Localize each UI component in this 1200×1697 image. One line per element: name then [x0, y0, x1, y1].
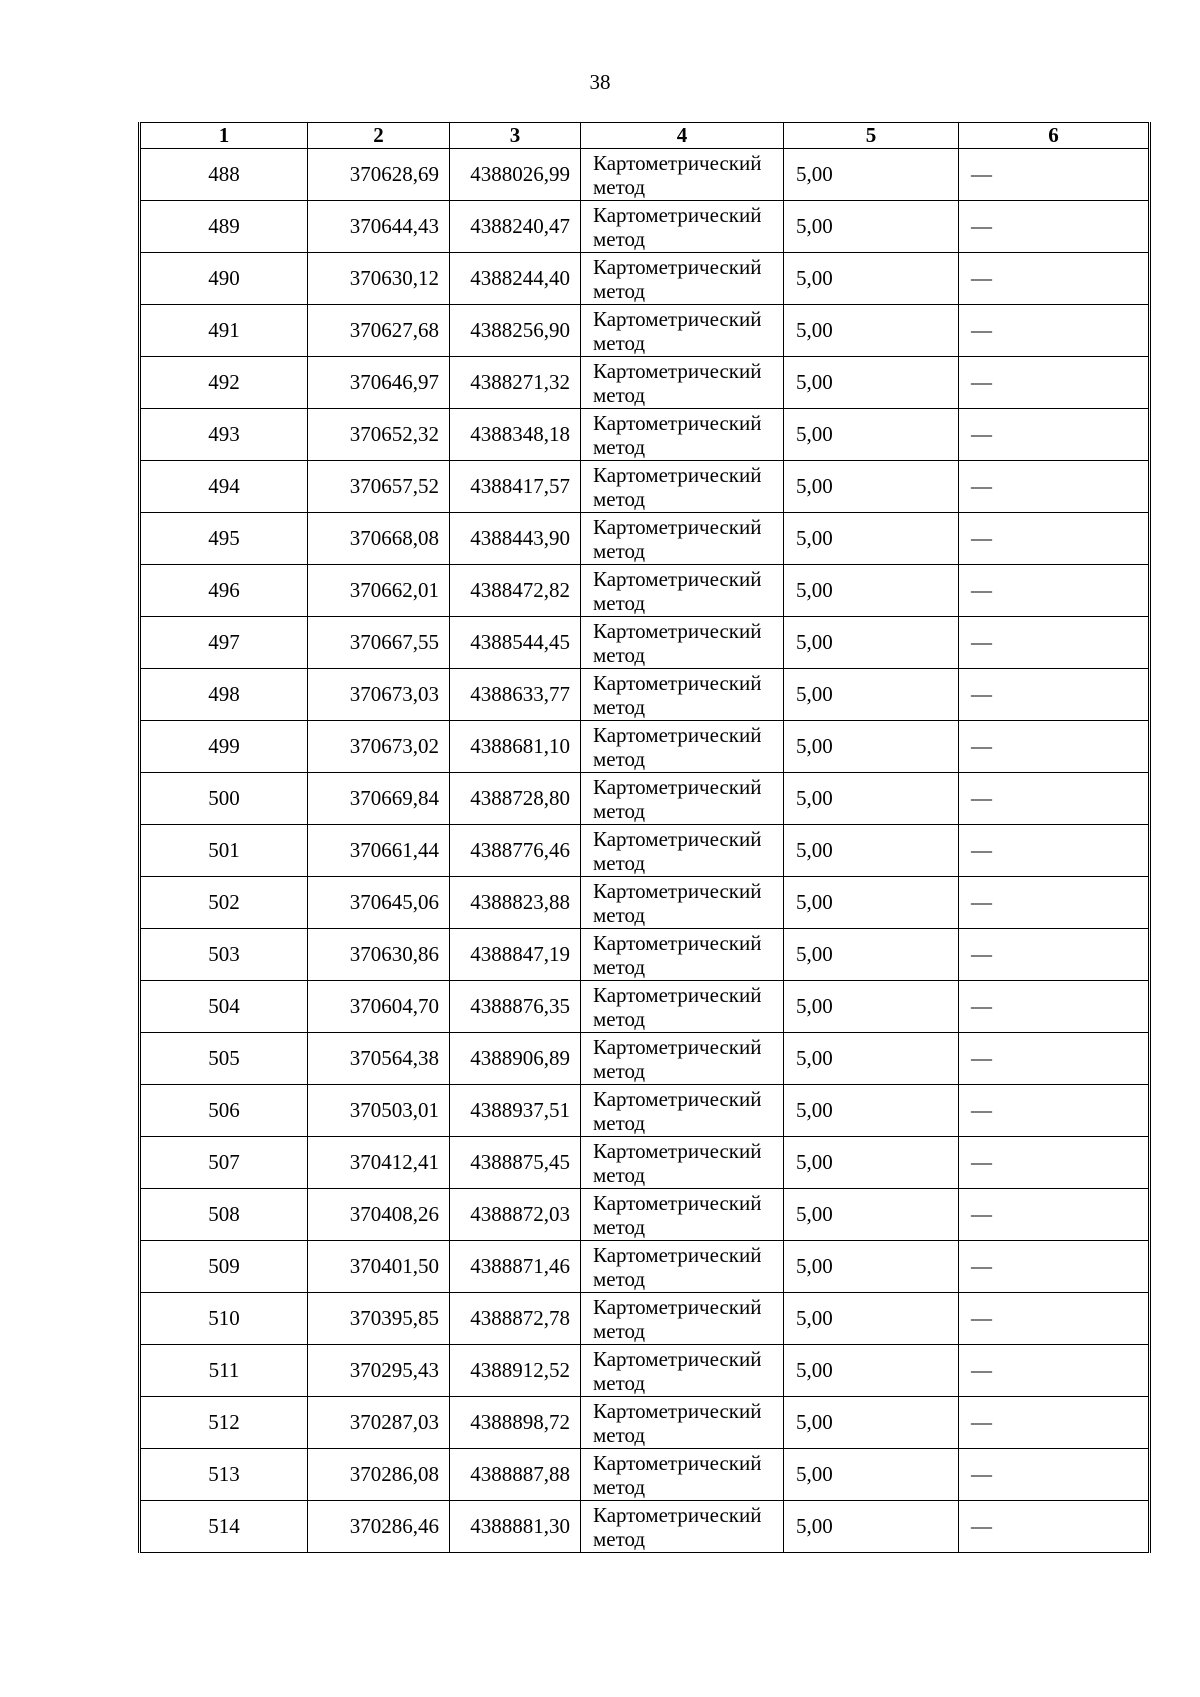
y-coordinate-cell: 4388906,89: [450, 1033, 581, 1085]
table-row: [140, 1293, 1150, 1345]
y-coordinate-cell: 4388417,57: [450, 461, 581, 513]
y-coordinate-cell: 4388544,45: [450, 617, 581, 669]
point-number-cell: 498: [140, 669, 308, 721]
note-cell: —: [959, 617, 1150, 669]
y-coordinate-cell: 4388881,30: [450, 1501, 581, 1553]
coordinates-table-wrapper: [138, 122, 1148, 1553]
method-line-1: Картометрический: [593, 254, 762, 279]
y-coordinate-cell: 4388244,40: [450, 253, 581, 305]
table-row: [140, 1033, 1150, 1085]
y-coordinate-cell: 4388912,52: [450, 1345, 581, 1397]
y-coordinate-cell: 4388472,82: [450, 565, 581, 617]
point-number-cell: 502: [140, 877, 308, 929]
method-line-2: метод: [593, 850, 646, 875]
accuracy-cell: 5,00: [784, 305, 959, 357]
accuracy-cell: 5,00: [784, 1189, 959, 1241]
method-line-2: метод: [593, 434, 646, 459]
table-row: [140, 565, 1150, 617]
method-cell: [581, 305, 784, 357]
accuracy-cell: 5,00: [784, 461, 959, 513]
point-number-cell: 497: [140, 617, 308, 669]
table-row: [140, 877, 1150, 929]
method-line-2: метод: [593, 174, 646, 199]
accuracy-cell: 5,00: [784, 773, 959, 825]
point-number-cell: 514: [140, 1501, 308, 1553]
point-number-cell: 495: [140, 513, 308, 565]
table-body: [140, 149, 1150, 1553]
accuracy-cell: 5,00: [784, 513, 959, 565]
y-coordinate-cell: 4388776,46: [450, 825, 581, 877]
method-line-2: метод: [593, 1370, 646, 1395]
method-cell: [581, 721, 784, 773]
method-line-1: Картометрический: [593, 1294, 762, 1319]
y-coordinate-cell: 4388443,90: [450, 513, 581, 565]
x-coordinate-cell: 370287,03: [308, 1397, 450, 1449]
y-coordinate-cell: 4388872,78: [450, 1293, 581, 1345]
method-line-2: метод: [593, 486, 646, 511]
point-number-cell: 503: [140, 929, 308, 981]
point-number-cell: 494: [140, 461, 308, 513]
method-line-2: метод: [593, 1266, 646, 1291]
method-line-1: Картометрический: [593, 618, 762, 643]
note-cell: —: [959, 1033, 1150, 1085]
method-cell: [581, 201, 784, 253]
method-line-1: Картометрический: [593, 306, 762, 331]
note-cell: —: [959, 1137, 1150, 1189]
table-row: [140, 409, 1150, 461]
x-coordinate-cell: 370412,41: [308, 1137, 450, 1189]
y-coordinate-cell: 4388898,72: [450, 1397, 581, 1449]
note-cell: —: [959, 1085, 1150, 1137]
page-number: 38: [589, 70, 611, 94]
accuracy-cell: 5,00: [784, 1033, 959, 1085]
method-line-1: Картометрический: [593, 826, 762, 851]
table-row: [140, 357, 1150, 409]
note-cell: —: [959, 461, 1150, 513]
method-cell: [581, 877, 784, 929]
method-cell: [581, 1397, 784, 1449]
method-line-1: Картометрический: [593, 150, 762, 175]
note-cell: —: [959, 877, 1150, 929]
method-line-2: метод: [593, 1318, 646, 1343]
method-line-1: Картометрический: [593, 1242, 762, 1267]
method-line-1: Картометрический: [593, 1190, 762, 1215]
note-cell: —: [959, 1397, 1150, 1449]
point-number-cell: 504: [140, 981, 308, 1033]
point-number-cell: 493: [140, 409, 308, 461]
point-number-cell: 500: [140, 773, 308, 825]
point-number-cell: 513: [140, 1449, 308, 1501]
x-coordinate-cell: 370652,32: [308, 409, 450, 461]
method-cell: [581, 825, 784, 877]
method-cell: [581, 1085, 784, 1137]
method-cell: [581, 773, 784, 825]
x-coordinate-cell: 370630,12: [308, 253, 450, 305]
point-number-cell: 509: [140, 1241, 308, 1293]
y-coordinate-cell: 4388728,80: [450, 773, 581, 825]
x-coordinate-cell: 370408,26: [308, 1189, 450, 1241]
accuracy-cell: 5,00: [784, 1345, 959, 1397]
note-cell: —: [959, 721, 1150, 773]
x-coordinate-cell: 370503,01: [308, 1085, 450, 1137]
method-cell: [581, 461, 784, 513]
point-number-cell: 507: [140, 1137, 308, 1189]
x-coordinate-cell: 370395,85: [308, 1293, 450, 1345]
x-coordinate-cell: 370668,08: [308, 513, 450, 565]
method-line-2: метод: [593, 1474, 646, 1499]
accuracy-cell: 5,00: [784, 1449, 959, 1501]
x-coordinate-cell: 370564,38: [308, 1033, 450, 1085]
method-line-1: Картометрический: [593, 1398, 762, 1423]
method-cell: [581, 1345, 784, 1397]
table-row: [140, 1397, 1150, 1449]
table-row: [140, 773, 1150, 825]
method-line-1: Картометрический: [593, 462, 762, 487]
method-line-2: метод: [593, 954, 646, 979]
y-coordinate-cell: 4388633,77: [450, 669, 581, 721]
table-row: [140, 1449, 1150, 1501]
method-cell: [581, 253, 784, 305]
table-row: [140, 1501, 1150, 1553]
point-number-cell: 511: [140, 1345, 308, 1397]
y-coordinate-cell: 4388875,45: [450, 1137, 581, 1189]
x-coordinate-cell: 370657,52: [308, 461, 450, 513]
note-cell: —: [959, 513, 1150, 565]
y-coordinate-cell: 4388876,35: [450, 981, 581, 1033]
method-cell: [581, 617, 784, 669]
method-line-2: метод: [593, 590, 646, 615]
point-number-cell: 512: [140, 1397, 308, 1449]
method-cell: [581, 929, 784, 981]
x-coordinate-cell: 370669,84: [308, 773, 450, 825]
table-row: [140, 929, 1150, 981]
method-line-2: метод: [593, 226, 646, 251]
method-line-1: Картометрический: [593, 930, 762, 955]
method-line-2: метод: [593, 1110, 646, 1135]
method-line-2: метод: [593, 1162, 646, 1187]
point-number-cell: 501: [140, 825, 308, 877]
method-cell: [581, 1293, 784, 1345]
method-cell: [581, 1241, 784, 1293]
accuracy-cell: 5,00: [784, 877, 959, 929]
y-coordinate-cell: 4388348,18: [450, 409, 581, 461]
note-cell: —: [959, 981, 1150, 1033]
method-line-2: метод: [593, 1526, 646, 1551]
point-number-cell: 510: [140, 1293, 308, 1345]
note-cell: —: [959, 825, 1150, 877]
method-line-1: Картометрический: [593, 1450, 762, 1475]
accuracy-cell: 5,00: [784, 565, 959, 617]
table-row: [140, 1085, 1150, 1137]
table-row: [140, 1241, 1150, 1293]
method-line-2: метод: [593, 694, 646, 719]
accuracy-cell: 5,00: [784, 253, 959, 305]
note-cell: —: [959, 253, 1150, 305]
point-number-cell: 506: [140, 1085, 308, 1137]
method-line-1: Картометрический: [593, 358, 762, 383]
y-coordinate-cell: 4388887,88: [450, 1449, 581, 1501]
method-cell: [581, 1033, 784, 1085]
note-cell: —: [959, 1189, 1150, 1241]
note-cell: —: [959, 409, 1150, 461]
method-line-2: метод: [593, 1006, 646, 1031]
method-line-2: метод: [593, 746, 646, 771]
method-line-1: Картометрический: [593, 1502, 762, 1527]
table-row: [140, 825, 1150, 877]
y-coordinate-cell: 4388681,10: [450, 721, 581, 773]
accuracy-cell: 5,00: [784, 825, 959, 877]
method-cell: [581, 565, 784, 617]
note-cell: —: [959, 305, 1150, 357]
x-coordinate-cell: 370286,46: [308, 1501, 450, 1553]
x-coordinate-cell: 370673,02: [308, 721, 450, 773]
accuracy-cell: 5,00: [784, 617, 959, 669]
x-coordinate-cell: 370661,44: [308, 825, 450, 877]
point-number-cell: 489: [140, 201, 308, 253]
accuracy-cell: 5,00: [784, 669, 959, 721]
y-coordinate-cell: 4388871,46: [450, 1241, 581, 1293]
column-header-4: 4: [581, 123, 784, 149]
accuracy-cell: 5,00: [784, 357, 959, 409]
table-row: [140, 253, 1150, 305]
method-cell: [581, 357, 784, 409]
note-cell: —: [959, 929, 1150, 981]
method-line-2: метод: [593, 330, 646, 355]
accuracy-cell: 5,00: [784, 1293, 959, 1345]
note-cell: —: [959, 1345, 1150, 1397]
x-coordinate-cell: 370401,50: [308, 1241, 450, 1293]
method-cell: [581, 1189, 784, 1241]
accuracy-cell: 5,00: [784, 1085, 959, 1137]
table-row: [140, 981, 1150, 1033]
method-line-1: Картометрический: [593, 202, 762, 227]
method-line-1: Картометрический: [593, 774, 762, 799]
accuracy-cell: 5,00: [784, 409, 959, 461]
note-cell: —: [959, 1449, 1150, 1501]
column-header-2: 2: [308, 123, 450, 149]
accuracy-cell: 5,00: [784, 1501, 959, 1553]
x-coordinate-cell: 370295,43: [308, 1345, 450, 1397]
note-cell: —: [959, 1241, 1150, 1293]
note-cell: —: [959, 565, 1150, 617]
method-line-2: метод: [593, 382, 646, 407]
table-header-row: [140, 123, 1150, 149]
x-coordinate-cell: 370673,03: [308, 669, 450, 721]
method-line-1: Картометрический: [593, 410, 762, 435]
table-row: [140, 721, 1150, 773]
y-coordinate-cell: 4388026,99: [450, 149, 581, 201]
note-cell: —: [959, 773, 1150, 825]
method-cell: [581, 1137, 784, 1189]
table-row: [140, 149, 1150, 201]
point-number-cell: 499: [140, 721, 308, 773]
x-coordinate-cell: 370644,43: [308, 201, 450, 253]
method-line-2: метод: [593, 902, 646, 927]
method-line-2: метод: [593, 538, 646, 563]
note-cell: —: [959, 149, 1150, 201]
point-number-cell: 492: [140, 357, 308, 409]
method-cell: [581, 981, 784, 1033]
accuracy-cell: 5,00: [784, 981, 959, 1033]
x-coordinate-cell: 370662,01: [308, 565, 450, 617]
x-coordinate-cell: 370286,08: [308, 1449, 450, 1501]
coordinates-table: [138, 122, 1151, 1553]
method-cell: [581, 1449, 784, 1501]
method-cell: [581, 513, 784, 565]
accuracy-cell: 5,00: [784, 929, 959, 981]
method-line-1: Картометрический: [593, 1086, 762, 1111]
note-cell: —: [959, 669, 1150, 721]
method-line-2: метод: [593, 278, 646, 303]
x-coordinate-cell: 370646,97: [308, 357, 450, 409]
y-coordinate-cell: 4388271,32: [450, 357, 581, 409]
method-line-2: метод: [593, 1214, 646, 1239]
table-row: [140, 305, 1150, 357]
table-row: [140, 201, 1150, 253]
note-cell: —: [959, 1293, 1150, 1345]
x-coordinate-cell: 370667,55: [308, 617, 450, 669]
y-coordinate-cell: 4388847,19: [450, 929, 581, 981]
y-coordinate-cell: 4388823,88: [450, 877, 581, 929]
method-line-2: метод: [593, 1058, 646, 1083]
method-cell: [581, 409, 784, 461]
method-line-1: Картометрический: [593, 1138, 762, 1163]
method-cell: [581, 669, 784, 721]
y-coordinate-cell: 4388937,51: [450, 1085, 581, 1137]
method-line-1: Картометрический: [593, 722, 762, 747]
y-coordinate-cell: 4388240,47: [450, 201, 581, 253]
table-row: [140, 669, 1150, 721]
table-row: [140, 513, 1150, 565]
method-line-1: Картометрический: [593, 1346, 762, 1371]
method-line-2: метод: [593, 1422, 646, 1447]
accuracy-cell: 5,00: [784, 201, 959, 253]
column-header-3: 3: [450, 123, 581, 149]
table-row: [140, 1189, 1150, 1241]
accuracy-cell: 5,00: [784, 149, 959, 201]
accuracy-cell: 5,00: [784, 1137, 959, 1189]
method-line-1: Картометрический: [593, 514, 762, 539]
point-number-cell: 505: [140, 1033, 308, 1085]
x-coordinate-cell: 370627,68: [308, 305, 450, 357]
x-coordinate-cell: 370628,69: [308, 149, 450, 201]
point-number-cell: 496: [140, 565, 308, 617]
column-header-5: 5: [784, 123, 959, 149]
method-line-1: Картометрический: [593, 982, 762, 1007]
point-number-cell: 508: [140, 1189, 308, 1241]
column-header-1: 1: [140, 123, 308, 149]
x-coordinate-cell: 370630,86: [308, 929, 450, 981]
method-line-1: Картометрический: [593, 1034, 762, 1059]
point-number-cell: 490: [140, 253, 308, 305]
method-cell: [581, 1501, 784, 1553]
accuracy-cell: 5,00: [784, 721, 959, 773]
method-cell: [581, 149, 784, 201]
x-coordinate-cell: 370604,70: [308, 981, 450, 1033]
method-line-1: Картометрический: [593, 670, 762, 695]
column-header-6: 6: [959, 123, 1150, 149]
point-number-cell: 491: [140, 305, 308, 357]
y-coordinate-cell: 4388256,90: [450, 305, 581, 357]
note-cell: —: [959, 201, 1150, 253]
accuracy-cell: 5,00: [784, 1241, 959, 1293]
x-coordinate-cell: 370645,06: [308, 877, 450, 929]
table-row: [140, 461, 1150, 513]
note-cell: —: [959, 357, 1150, 409]
method-line-2: метод: [593, 798, 646, 823]
y-coordinate-cell: 4388872,03: [450, 1189, 581, 1241]
method-line-2: метод: [593, 642, 646, 667]
accuracy-cell: 5,00: [784, 1397, 959, 1449]
method-line-1: Картометрический: [593, 566, 762, 591]
table-row: [140, 1345, 1150, 1397]
table-row: [140, 1137, 1150, 1189]
method-line-1: Картометрический: [593, 878, 762, 903]
table-row: [140, 617, 1150, 669]
point-number-cell: 488: [140, 149, 308, 201]
note-cell: —: [959, 1501, 1150, 1553]
